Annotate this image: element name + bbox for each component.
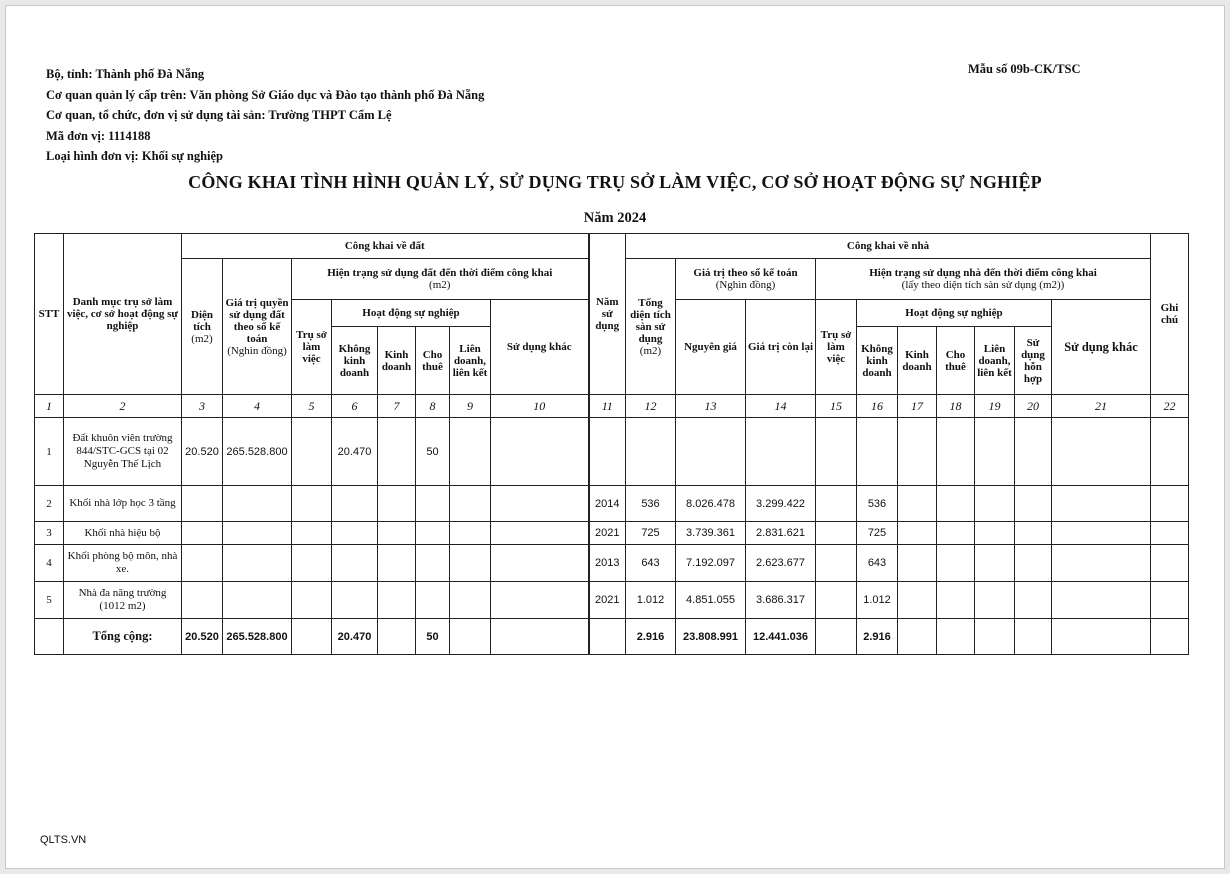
cell-remaining-value: 2.623.677 — [746, 545, 816, 582]
cell-house-mixed — [1015, 545, 1052, 582]
cell-land-area: 20.520 — [182, 418, 223, 486]
cell-land-joint — [450, 418, 491, 486]
cell-house-biz — [898, 582, 937, 619]
row-name: Khối phòng bộ môn, nhà xe. — [64, 545, 182, 582]
cell-original-price: 3.739.361 — [676, 522, 746, 545]
group-house-status-label: Hiện trạng sử dụng nhà đến thời điểm công khai — [869, 267, 1097, 279]
cell-house-biz — [898, 486, 937, 522]
total-land-joint — [450, 619, 491, 655]
column-number: 22 — [1151, 395, 1189, 418]
cell-remaining-value: 2.831.621 — [746, 522, 816, 545]
cell-land-area — [182, 545, 223, 582]
col-name: Danh mục trụ sở làm việc, cơ sở hoạt động sự nghiệp — [64, 234, 182, 395]
cell-original-price: 7.192.097 — [676, 545, 746, 582]
col-land-joint: Liên doanh, liên kết — [450, 327, 491, 395]
col-house-nonbiz: Không kinh doanh — [857, 327, 898, 395]
col-land-value-label: Giá trị quyền sử dụng đất theo sổ kế toán — [225, 296, 289, 345]
cell-house-mixed — [1015, 486, 1052, 522]
cell-house-joint — [975, 418, 1015, 486]
cell-floor-area: 643 — [626, 545, 676, 582]
column-number: 15 — [816, 395, 857, 418]
cell-year-use: 2013 — [589, 545, 626, 582]
cell-land-nonbiz — [332, 522, 378, 545]
cell-land-biz — [378, 486, 416, 522]
cell-land-other — [491, 522, 589, 545]
cell-land-nonbiz: 20.470 — [332, 418, 378, 486]
cell-year-use — [589, 418, 626, 486]
column-number: 8 — [416, 395, 450, 418]
cell-land-nonbiz — [332, 486, 378, 522]
cell-remaining-value: 3.686.317 — [746, 582, 816, 619]
total-land-nonbiz: 20.470 — [332, 619, 378, 655]
cell-land-biz — [378, 418, 416, 486]
cell-house-office — [816, 582, 857, 619]
group-land-status-label: Hiện trạng sử dụng đất đến thời điểm công khai — [327, 267, 553, 279]
cell-land-other — [491, 418, 589, 486]
col-land-rent: Cho thuê — [416, 327, 450, 395]
cell-original-price — [676, 418, 746, 486]
header-unit-code: Mã đơn vị: 1114188 — [46, 128, 151, 143]
cell-land-joint — [450, 545, 491, 582]
cell-land-biz — [378, 522, 416, 545]
header-unit: Cơ quan, tổ chức, đơn vị sử dụng tài sản: Trường THPT Cẩm Lệ — [46, 108, 392, 122]
column-number: 6 — [332, 395, 378, 418]
cell-land-office — [292, 522, 332, 545]
total-land-biz — [378, 619, 416, 655]
table-row — [35, 486, 1189, 522]
total-original-price: 23.808.991 — [676, 619, 746, 655]
column-number: 9 — [450, 395, 491, 418]
cell-floor-area — [626, 418, 676, 486]
col-land-area-label: Diện tích — [191, 308, 213, 333]
column-number: 1 — [35, 395, 64, 418]
cell-land-value — [223, 545, 292, 582]
cell-house-biz — [898, 545, 937, 582]
header-info — [46, 64, 484, 167]
cell-land-other — [491, 582, 589, 619]
col-land-area-unit: (m2) — [191, 332, 213, 345]
cell-house-office — [816, 486, 857, 522]
cell-floor-area: 1.012 — [626, 582, 676, 619]
col-land-other: Sử dụng khác — [491, 300, 589, 395]
col-land-office: Trụ sở làm việc — [292, 300, 332, 395]
cell-land-office — [292, 486, 332, 522]
column-number: 21 — [1052, 395, 1151, 418]
cell-land-biz — [378, 582, 416, 619]
col-year-use: Năm sử dụng — [589, 234, 626, 395]
total-house-mixed — [1015, 619, 1052, 655]
cell-house-other — [1052, 418, 1151, 486]
total-land-rent: 50 — [416, 619, 450, 655]
row-stt: 2 — [35, 486, 64, 522]
col-note: Ghi chú — [1151, 234, 1189, 395]
total-house-biz — [898, 619, 937, 655]
col-floor-area-label: Tổng diện tích sàn sử dụng — [630, 296, 671, 345]
row-name: Đất khuôn viên trường 844/STC-GCS tại 02 Nguyễn Thế Lịch — [64, 418, 182, 486]
cell-land-joint — [450, 486, 491, 522]
table-row — [35, 522, 1189, 545]
col-land-value — [223, 259, 292, 395]
column-number: 11 — [589, 395, 626, 418]
column-number: 10 — [491, 395, 589, 418]
cell-house-rent — [937, 486, 975, 522]
col-stt: STT — [35, 234, 64, 395]
total-floor-area: 2.916 — [626, 619, 676, 655]
total-house-nonbiz: 2.916 — [857, 619, 898, 655]
col-remaining-value: Giá trị còn lại — [746, 300, 816, 395]
cell-house-nonbiz: 536 — [857, 486, 898, 522]
cell-original-price: 8.026.478 — [676, 486, 746, 522]
total-house-rent — [937, 619, 975, 655]
column-number: 17 — [898, 395, 937, 418]
asset-table — [34, 233, 1189, 655]
column-number: 20 — [1015, 395, 1052, 418]
header-supervisor: Cơ quan quản lý cấp trên: Văn phòng Sở Giáo dục và Đào tạo thành phố Đà Nẵng — [46, 87, 485, 102]
table-row — [35, 418, 1189, 486]
cell-land-area — [182, 522, 223, 545]
row-stt: 5 — [35, 582, 64, 619]
cell-house-nonbiz: 725 — [857, 522, 898, 545]
col-original-price: Nguyên giá — [676, 300, 746, 395]
cell-land-nonbiz — [332, 582, 378, 619]
group-land-status — [292, 259, 589, 300]
total-remaining-value: 12.441.036 — [746, 619, 816, 655]
cell-house-office — [816, 418, 857, 486]
cell-year-use: 2014 — [589, 486, 626, 522]
cell-land-other — [491, 486, 589, 522]
cell-land-office — [292, 418, 332, 486]
total-house-other — [1052, 619, 1151, 655]
cell-house-other — [1052, 545, 1151, 582]
group-land-career: Hoạt động sự nghiệp — [332, 300, 491, 327]
cell-house-joint — [975, 545, 1015, 582]
group-book-value-unit: (Nghìn đồng) — [715, 279, 776, 291]
cell-year-use: 2021 — [589, 522, 626, 545]
cell-floor-area: 725 — [626, 522, 676, 545]
column-number: 5 — [292, 395, 332, 418]
column-number-row — [35, 395, 1189, 418]
group-house-status — [816, 259, 1151, 300]
column-number: 7 — [378, 395, 416, 418]
column-number: 3 — [182, 395, 223, 418]
cell-house-other — [1052, 582, 1151, 619]
total-land-office — [292, 619, 332, 655]
col-land-biz: Kinh doanh — [378, 327, 416, 395]
cell-land-rent: 50 — [416, 418, 450, 486]
group-house: Công khai về nhà — [626, 234, 1151, 259]
column-number: 19 — [975, 395, 1015, 418]
cell-land-value — [223, 582, 292, 619]
col-floor-area-unit: (m2) — [639, 344, 662, 357]
cell-house-joint — [975, 522, 1015, 545]
column-number: 12 — [626, 395, 676, 418]
cell-house-nonbiz: 1.012 — [857, 582, 898, 619]
cell-house-rent — [937, 582, 975, 619]
total-label: Tổng cộng: — [64, 619, 182, 655]
table-row — [35, 582, 1189, 619]
total-year-use — [589, 619, 626, 655]
cell-house-rent — [937, 418, 975, 486]
cell-remaining-value — [746, 418, 816, 486]
total-row — [35, 619, 1189, 655]
form-code: Mẫu số 09b-CK/TSC — [968, 62, 1081, 76]
cell-house-joint — [975, 582, 1015, 619]
cell-remaining-value: 3.299.422 — [746, 486, 816, 522]
group-land-status-unit: (m2) — [429, 279, 451, 291]
col-house-joint: Liên doanh, liên kết — [975, 327, 1015, 395]
group-house-career: Hoạt động sự nghiệp — [857, 300, 1052, 327]
cell-house-mixed — [1015, 522, 1052, 545]
cell-note — [1151, 545, 1189, 582]
cell-land-rent — [416, 486, 450, 522]
total-land-value: 265.528.800 — [223, 619, 292, 655]
row-name: Khối nhà lớp học 3 tầng — [64, 486, 182, 522]
col-house-rent: Cho thuê — [937, 327, 975, 395]
cell-note — [1151, 486, 1189, 522]
cell-land-area — [182, 582, 223, 619]
cell-land-joint — [450, 582, 491, 619]
cell-house-other — [1052, 486, 1151, 522]
cell-land-other — [491, 545, 589, 582]
cell-land-value — [223, 522, 292, 545]
col-land-value-unit: (Nghìn đồng) — [227, 344, 287, 357]
cell-house-other — [1052, 522, 1151, 545]
cell-house-biz — [898, 522, 937, 545]
cell-house-mixed — [1015, 418, 1052, 486]
cell-house-office — [816, 522, 857, 545]
header-province: Bộ, tỉnh: Thành phố Đà Nẵng — [46, 67, 205, 81]
cell-house-office — [816, 545, 857, 582]
cell-house-rent — [937, 545, 975, 582]
total-house-joint — [975, 619, 1015, 655]
cell-land-value: 265.528.800 — [223, 418, 292, 486]
column-number: 2 — [64, 395, 182, 418]
total-stt — [35, 619, 64, 655]
footer-watermark: QLTS.VN — [40, 834, 87, 846]
cell-house-biz — [898, 418, 937, 486]
table-row — [35, 545, 1189, 582]
row-stt: 1 — [35, 418, 64, 486]
cell-land-office — [292, 582, 332, 619]
cell-land-office — [292, 545, 332, 582]
cell-land-rent — [416, 522, 450, 545]
cell-land-area — [182, 486, 223, 522]
header-unit-type: Loại hình đơn vị: Khối sự nghiệp — [46, 149, 223, 163]
column-number: 14 — [746, 395, 816, 418]
cell-note — [1151, 582, 1189, 619]
column-number: 13 — [676, 395, 746, 418]
cell-floor-area: 536 — [626, 486, 676, 522]
cell-land-rent — [416, 545, 450, 582]
row-name: Khối nhà hiệu bộ — [64, 522, 182, 545]
group-book-value-label: Giá trị theo sổ kế toán — [693, 267, 798, 279]
cell-house-mixed — [1015, 582, 1052, 619]
cell-house-nonbiz — [857, 418, 898, 486]
cell-land-nonbiz — [332, 545, 378, 582]
group-land: Công khai về đất — [182, 234, 589, 259]
cell-land-rent — [416, 582, 450, 619]
col-house-office: Trụ sở làm việc — [816, 300, 857, 395]
column-number: 4 — [223, 395, 292, 418]
cell-land-value — [223, 486, 292, 522]
cell-land-biz — [378, 545, 416, 582]
total-house-office — [816, 619, 857, 655]
row-stt: 3 — [35, 522, 64, 545]
cell-original-price: 4.851.055 — [676, 582, 746, 619]
row-name: Nhà đa năng trường (1012 m2) — [64, 582, 182, 619]
col-floor-area — [626, 259, 676, 395]
column-number: 16 — [857, 395, 898, 418]
column-number: 18 — [937, 395, 975, 418]
cell-note — [1151, 418, 1189, 486]
cell-house-rent — [937, 522, 975, 545]
col-house-mixed: Sử dụng hỗn hợp — [1015, 327, 1052, 395]
cell-house-joint — [975, 486, 1015, 522]
group-book-value — [676, 259, 816, 300]
col-house-other: Sử dụng khác — [1052, 300, 1151, 395]
col-land-nonbiz: Không kinh doanh — [332, 327, 378, 395]
document-title: CÔNG KHAI TÌNH HÌNH QUẢN LÝ, SỬ DỤNG TRỤ SỞ LÀM VIỆC, CƠ SỞ HOẠT ĐỘNG SỰ NGHIỆP — [188, 172, 1042, 192]
total-land-other — [491, 619, 589, 655]
cell-house-nonbiz: 643 — [857, 545, 898, 582]
document-year: Năm 2024 — [583, 210, 647, 226]
cell-note — [1151, 522, 1189, 545]
col-land-area — [182, 259, 223, 395]
group-house-status-note: (lấy theo diện tích sàn sử dụng (m2)) — [901, 279, 1065, 291]
col-house-biz: Kinh doanh — [898, 327, 937, 395]
total-land-area: 20.520 — [182, 619, 223, 655]
total-note — [1151, 619, 1189, 655]
cell-year-use: 2021 — [589, 582, 626, 619]
cell-land-joint — [450, 522, 491, 545]
row-stt: 4 — [35, 545, 64, 582]
